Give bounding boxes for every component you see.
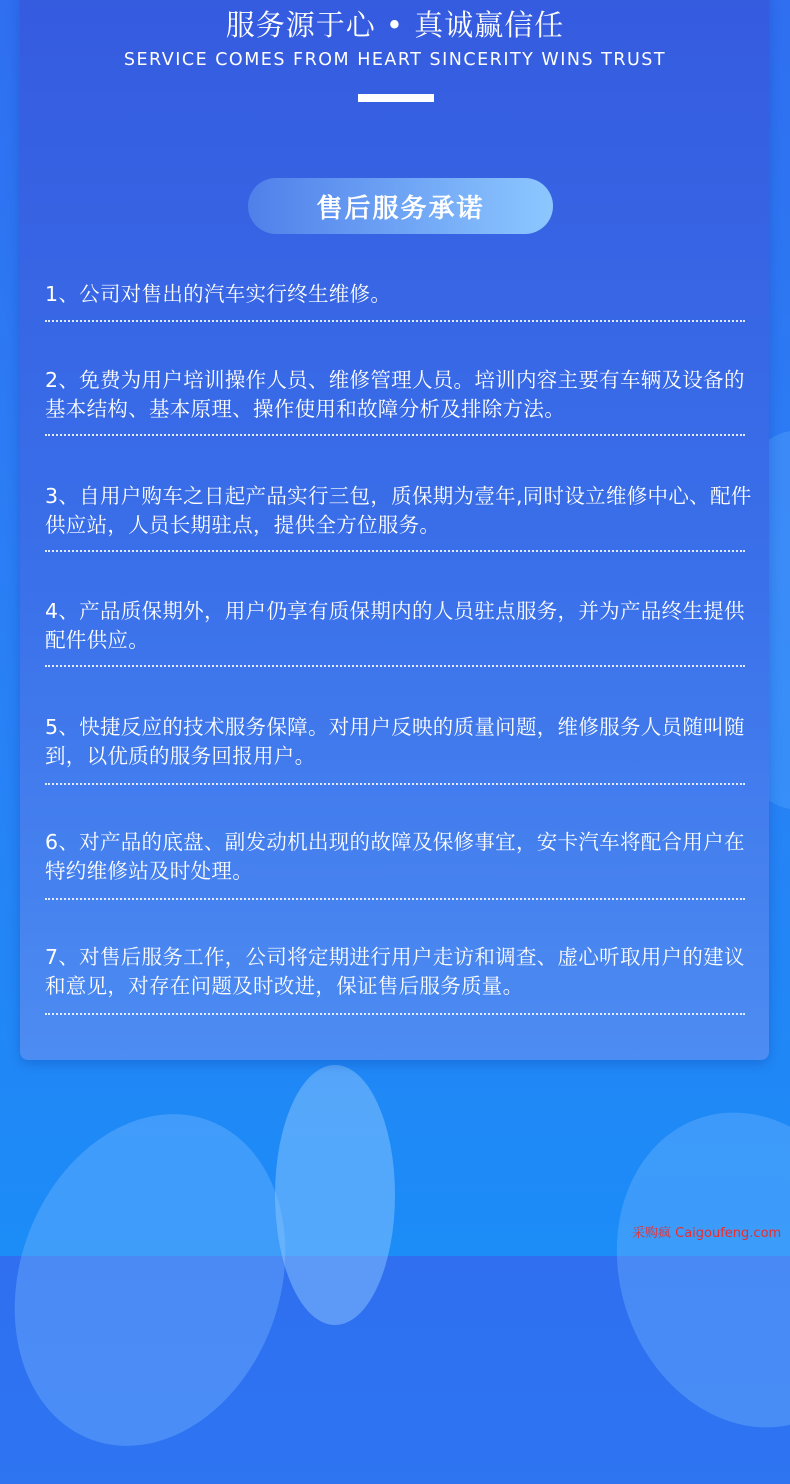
background-blob [275,1065,395,1325]
section-title: 售后服务承诺 [316,193,485,224]
list-item-text: 4、产品质保期外，用户仍享有质保期内的人员驻点服务，并为产品终生提供配件供应。 [45,599,745,652]
dotted-divider [45,550,745,552]
list-item [45,713,755,771]
section-title-pill [248,178,553,234]
list-item [45,597,755,655]
list-item-text: 2、免费为用户培训操作人员、维修管理人员。培训内容主要有车辆及设备的基本结构、基本原理、操作使用和故障分析及排除方法。 [45,368,745,421]
list-item [45,280,755,309]
watermark: 采购疯 Caigoufeng.com [632,1226,782,1241]
dotted-divider [45,898,745,900]
list-item [45,482,755,540]
list-item [45,828,755,886]
list-item-text: 3、自用户购车之日起产品实行三包，质保期为壹年,同时设立维修中心、配件供应站，人员长期驻点，提供全方位服务。 [45,484,752,537]
list-item-text: 5、快捷反应的技术服务保障。对用户反映的质量问题，维修服务人员随叫随到，以优质的服务回报用户。 [45,715,745,768]
dotted-divider [45,783,745,785]
dotted-divider [45,1013,745,1015]
dotted-divider [45,320,745,322]
dotted-divider [45,665,745,667]
page-subtitle: SERVICE COMES FROM HEART SINCERITY WINS TRUST [123,50,667,70]
title-divider [358,94,434,102]
list-item-text: 7、对售后服务工作，公司将定期进行用户走访和调查、虚心听取用户的建议和意见，对存在问题及时改进，保证售后服务质量。 [45,945,745,998]
background-blob [577,1078,790,1463]
list-item [45,366,755,424]
list-item [45,943,755,1001]
list-item-text: 1、公司对售出的汽车实行终生维修。 [45,282,392,306]
page-title: 服务源于心 • 真诚赢信任 [225,8,565,42]
list-item-text: 6、对产品的底盘、副发动机出现的故障及保修事宜，安卡汽车将配合用户在特约维修站及时处理。 [45,830,745,883]
dotted-divider [45,434,745,436]
